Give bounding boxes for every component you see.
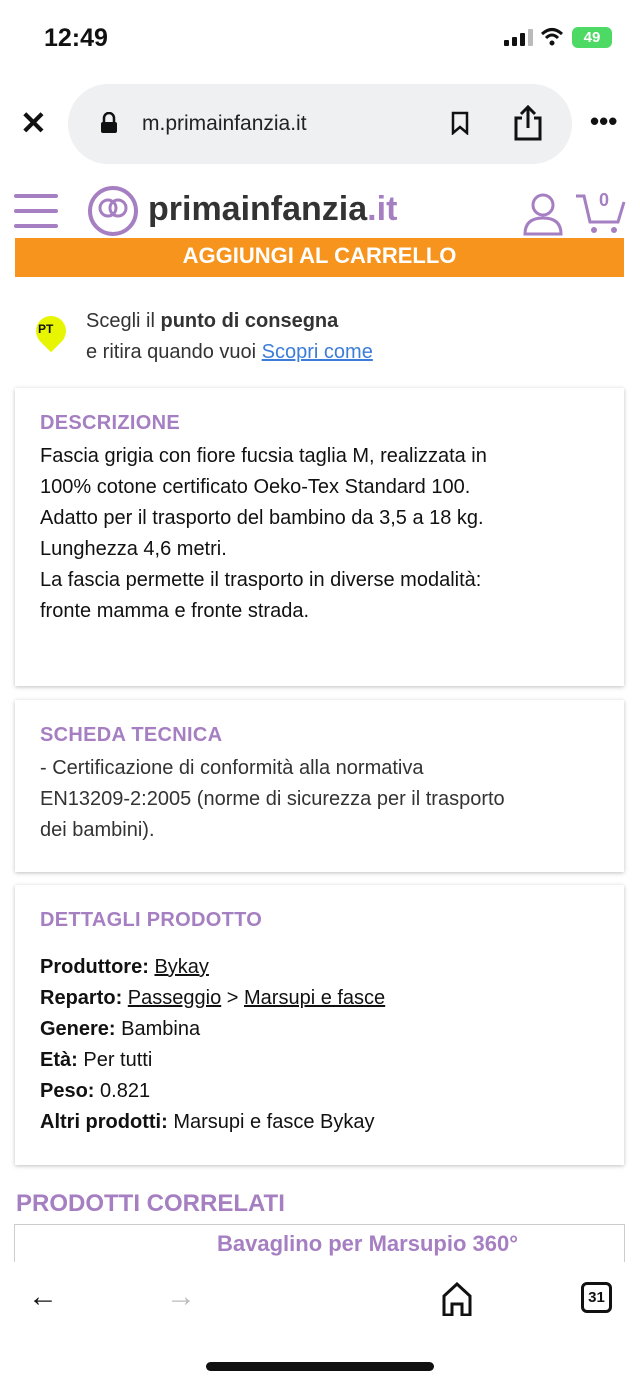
detail-gender <box>40 1014 599 1045</box>
separator: > <box>221 987 244 1009</box>
forward-icon[interactable]: → <box>166 1280 196 1313</box>
bookmark-icon[interactable] <box>450 111 470 135</box>
home-icon[interactable] <box>441 1282 473 1316</box>
producer-link[interactable]: Bykay <box>154 956 209 978</box>
home-indicator <box>206 1362 434 1371</box>
description-line: Adatto per il trasporto del bambino da 3,5 a 18 kg. <box>40 507 484 529</box>
label: Età: <box>40 1049 78 1071</box>
menu-icon[interactable] <box>14 194 58 239</box>
discover-link[interactable]: Scopri come <box>261 341 373 363</box>
detail-age <box>40 1045 599 1076</box>
label: Peso: <box>40 1080 95 1102</box>
value: Bambina <box>121 1018 201 1040</box>
share-icon[interactable] <box>512 104 544 142</box>
lock-icon <box>100 112 118 134</box>
value: Per tutti <box>83 1049 153 1071</box>
detail-producer <box>40 952 599 983</box>
back-icon[interactable]: ← <box>28 1280 58 1313</box>
value: Marsupi e fasce Bykay <box>173 1111 375 1133</box>
more-icon[interactable]: ••• <box>590 106 618 136</box>
department-link[interactable]: Passeggio <box>127 987 222 1009</box>
details-title: DETTAGLI PRODOTTO <box>40 909 263 931</box>
delivery-bold: punto di consegna <box>160 310 339 332</box>
delivery-text: Scegli il <box>86 310 161 332</box>
delivery-line2 <box>86 341 373 364</box>
description-line: Lunghezza 4,6 metri. <box>40 538 227 560</box>
logo[interactable] <box>148 190 397 229</box>
clock: 12:49 <box>44 24 108 52</box>
delivery-text2: e ritira quando vuoi <box>86 341 262 363</box>
tabs-button[interactable]: 31 <box>581 1282 612 1313</box>
related-item[interactable] <box>14 1224 625 1262</box>
description-line: fronte mamma e fronte strada. <box>40 600 310 622</box>
description-title: DESCRIZIONE <box>40 412 180 434</box>
status-bar <box>0 0 640 76</box>
description-line: La fascia permette il trasporto in diverse modalità: <box>40 569 482 591</box>
label: Reparto: <box>40 987 123 1009</box>
add-to-cart-label: AGGIUNGI AL CARRELLO <box>182 243 457 268</box>
close-icon[interactable]: ✕ <box>20 105 47 141</box>
label: Produttore: <box>40 956 149 978</box>
logo-tld: .it <box>367 190 398 228</box>
label: Genere: <box>40 1018 116 1040</box>
battery-icon: 49 <box>572 27 612 48</box>
related-item-title[interactable]: Bavaglino per Marsupio 360° <box>217 1231 518 1256</box>
subdepartment-link[interactable]: Marsupi e fasce <box>244 987 386 1009</box>
label: Altri prodotti: <box>40 1111 168 1133</box>
pickup-badge: PT <box>38 322 54 336</box>
site-header <box>0 180 640 238</box>
detail-weight <box>40 1076 599 1107</box>
wifi-icon <box>540 27 564 47</box>
value: 0.821 <box>100 1080 151 1102</box>
url-text[interactable]: m.primainfanzia.it <box>142 112 307 135</box>
details-card <box>15 885 624 1165</box>
description-card <box>15 388 624 686</box>
logo-icon[interactable] <box>88 186 138 236</box>
detail-other <box>40 1107 599 1138</box>
cart-count: 0 <box>599 190 610 210</box>
related-title: PRODOTTI CORRELATI <box>16 1190 285 1217</box>
user-icon[interactable] <box>522 192 564 236</box>
tech-card <box>15 700 624 872</box>
tech-line: - Certificazione di conformità alla normativa <box>40 757 424 779</box>
add-to-cart-button[interactable] <box>15 232 624 277</box>
tech-line: dei bambini). <box>40 819 155 841</box>
signal-icon <box>504 28 533 46</box>
detail-department <box>40 983 599 1014</box>
delivery-line1 <box>86 310 338 333</box>
tech-title: SCHEDA TECNICA <box>40 724 223 746</box>
logo-main: primainfanzia <box>148 190 368 228</box>
tech-line: EN13209-2:2005 (norme di sicurezza per il trasporto <box>40 788 505 810</box>
description-line: 100% cotone certificato Oeko-Tex Standard 100. <box>40 476 471 498</box>
description-line: Fascia grigia con fiore fucsia taglia M, realizzata in <box>40 445 487 467</box>
